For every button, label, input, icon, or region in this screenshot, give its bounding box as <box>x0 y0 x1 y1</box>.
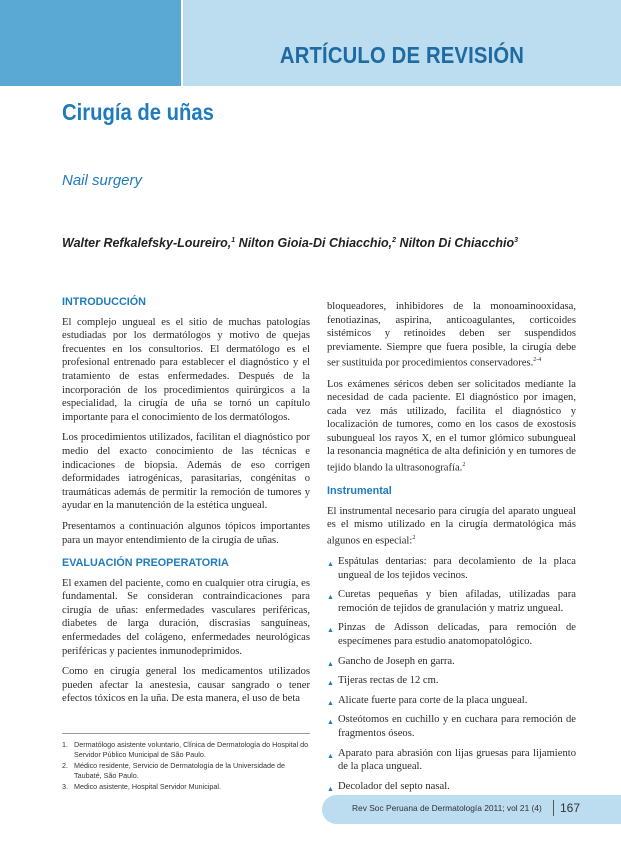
footnotes <box>62 740 312 794</box>
author-list <box>62 236 582 250</box>
paragraph: El examen del paciente, como en cualquier otra cirugía, es fundamental. Se consideran contraindicaciones para cirugía de uñas: enfermedades vasculares periféricas, diabetes de larga duración, discrasias sanguíneas, enfermedades del colágeno, enfermedades neurológicas periféricas y pacientes inmunodeprimidos. <box>62 577 310 657</box>
bullet-triangle-icon: ▲ <box>327 679 334 688</box>
paragraph: Presentamos a continuación algunos tópicos importantes para un mayor entendimiento de la cirugía de uñas. <box>62 520 310 546</box>
article-title: Cirugía de uñas <box>62 99 214 125</box>
paragraph: El complejo ungueal es el sitio de muchas patologías estudiadas por los dermatólogos y motivo de quejas frecuentes en los consultorios. El dermatólogo es el profesional entrenado para establecer el diagnóstico y el tratamiento de estas enfermedades. Después de la incorporación de los procedimientos quirúrgicos a la especialidad, la cirugía de uña se tornó un capítulo importante para el conocimiento de los dermatólogos. <box>62 316 310 423</box>
list-item: ▲ Tijeras rectas de 12 cm. <box>327 674 576 688</box>
article-subtitle: Nail surgery <box>62 172 143 189</box>
bullet-triangle-icon: ▲ <box>327 593 334 602</box>
footnote: 3. Medico asistente, Hospital Servidor Municipal. <box>62 782 222 791</box>
list-item: ▲ Decolador del septo nasal. <box>327 780 576 794</box>
page-number: 167 <box>560 801 581 815</box>
paragraph: El instrumental necesario para cirugía del aparato ungueal es el mismo utilizado en la cirugía dermatológica más algunos en especial:$^2$ <box>327 505 576 547</box>
author-name: Nilton Di Chiacchio <box>399 236 515 250</box>
author-name: Nilton Gioia-Di Chiacchio, <box>238 236 393 250</box>
paragraph: bloqueadores, inhibidores de la monoaminooxidasa, fenotiazinas, aspirina, anticoagulantes, corticoides sistémicos y retinoides deben ser suspendidos previamente. Siempre que fuera posible, la cirugía debe ser sustituida por procedimientos conservadores.$^{2-4}$ <box>327 301 576 369</box>
paragraph: Como en cirugía general los medicamentos utilizados pueden afectar la anestesia, causar sangrado o tener efectos tóxicos en la uña. De esta manera, el uso de beta <box>62 666 310 705</box>
bullet-triangle-icon: ▲ <box>327 751 334 760</box>
footnote: 2. Médico residente, Servicio de Dermatología de la Universidade de Taubaté, São Paulo. <box>62 761 285 780</box>
author-affiliation: 1 <box>231 236 236 244</box>
section-heading-instrumental: Instrumental <box>327 485 392 498</box>
author-name: Walter Refkalefsky-Loureiro, <box>62 236 232 250</box>
bullet-triangle-icon: ▲ <box>327 626 334 635</box>
list-item: ▲ Alicate fuerte para corte de la placa ungueal. <box>327 694 576 708</box>
paragraph: Los exámenes séricos deben ser solicitados mediante la necesidad de cada paciente. El diagnóstico por imagen, cada vez más utilizado, facilita el diagnóstico y localización de tumores, como en los casos de exostosis subungueal los rayos X, en el tumor glómico subungueal la resonancia magnética de alta definición y en tumores de tejido blando la ultrasonografía.$^2$ <box>327 378 576 474</box>
list-item: ▲ Espátulas dentarias: para decolamiento de la placa ungueal de los tejidos vecinos. <box>327 556 576 581</box>
author-affiliation: 3 <box>514 236 519 244</box>
list-item: ▲ Gancho de Joseph en garra. <box>327 655 576 669</box>
instrument-list <box>327 555 576 793</box>
header-accent-block <box>0 0 181 86</box>
bullet-triangle-icon: ▲ <box>327 560 334 569</box>
section-label: ARTÍCULO DE REVISIÓN <box>279 42 525 68</box>
bullet-triangle-icon: ▲ <box>327 718 334 727</box>
list-item: ▲ Aparato para abrasión con lijas gruesas para lijamiento de la placa ungueal. <box>327 747 576 773</box>
footnote: 1. Dermatólogo asistente voluntario, Clínica de Dermatología do Hospital do Servidor Público Municipal de São Paulo. <box>62 740 309 759</box>
list-item: ▲ Osteótomos en cuchillo y en cuchara para remoción de fragmentos óseos. <box>327 714 576 740</box>
left-column <box>62 296 310 713</box>
list-item: ▲ Curetas pequeñas y bien afiladas, utilizadas para remoción de tejidos de granulación y matriz ungueal. <box>327 589 576 614</box>
footer-divider <box>553 800 554 816</box>
section-heading-evaluation: EVALUACIÓN PREOPERATORIA <box>62 557 229 570</box>
list-item: ▲ Pinzas de Adisson delicadas, para remoción de especímenes para estudio anatomopatológico. <box>327 622 576 648</box>
bullet-triangle-icon: ▲ <box>327 659 334 668</box>
section-heading-introduction: INTRODUCCIÓN <box>62 296 146 308</box>
author-affiliation: 2 <box>392 236 397 244</box>
right-column <box>327 300 576 799</box>
journal-citation: Rev Soc Peruana de Dermatología 2011; vol 21 (4) <box>352 803 542 813</box>
footnote-divider <box>62 733 310 734</box>
bullet-triangle-icon: ▲ <box>327 784 334 793</box>
bullet-triangle-icon: ▲ <box>327 698 334 707</box>
paragraph: Los procedimientos utilizados, facilitan el diagnóstico por medio del exacto conocimiento de las técnicas e indicaciones de biopsia. Además de eso corrigen deformidades iatrogénicas, parasitarias, congénitas o traumáticas además de permitir la remoción de tumores y ayudar en la manutención de la estética ungueal. <box>62 432 310 512</box>
